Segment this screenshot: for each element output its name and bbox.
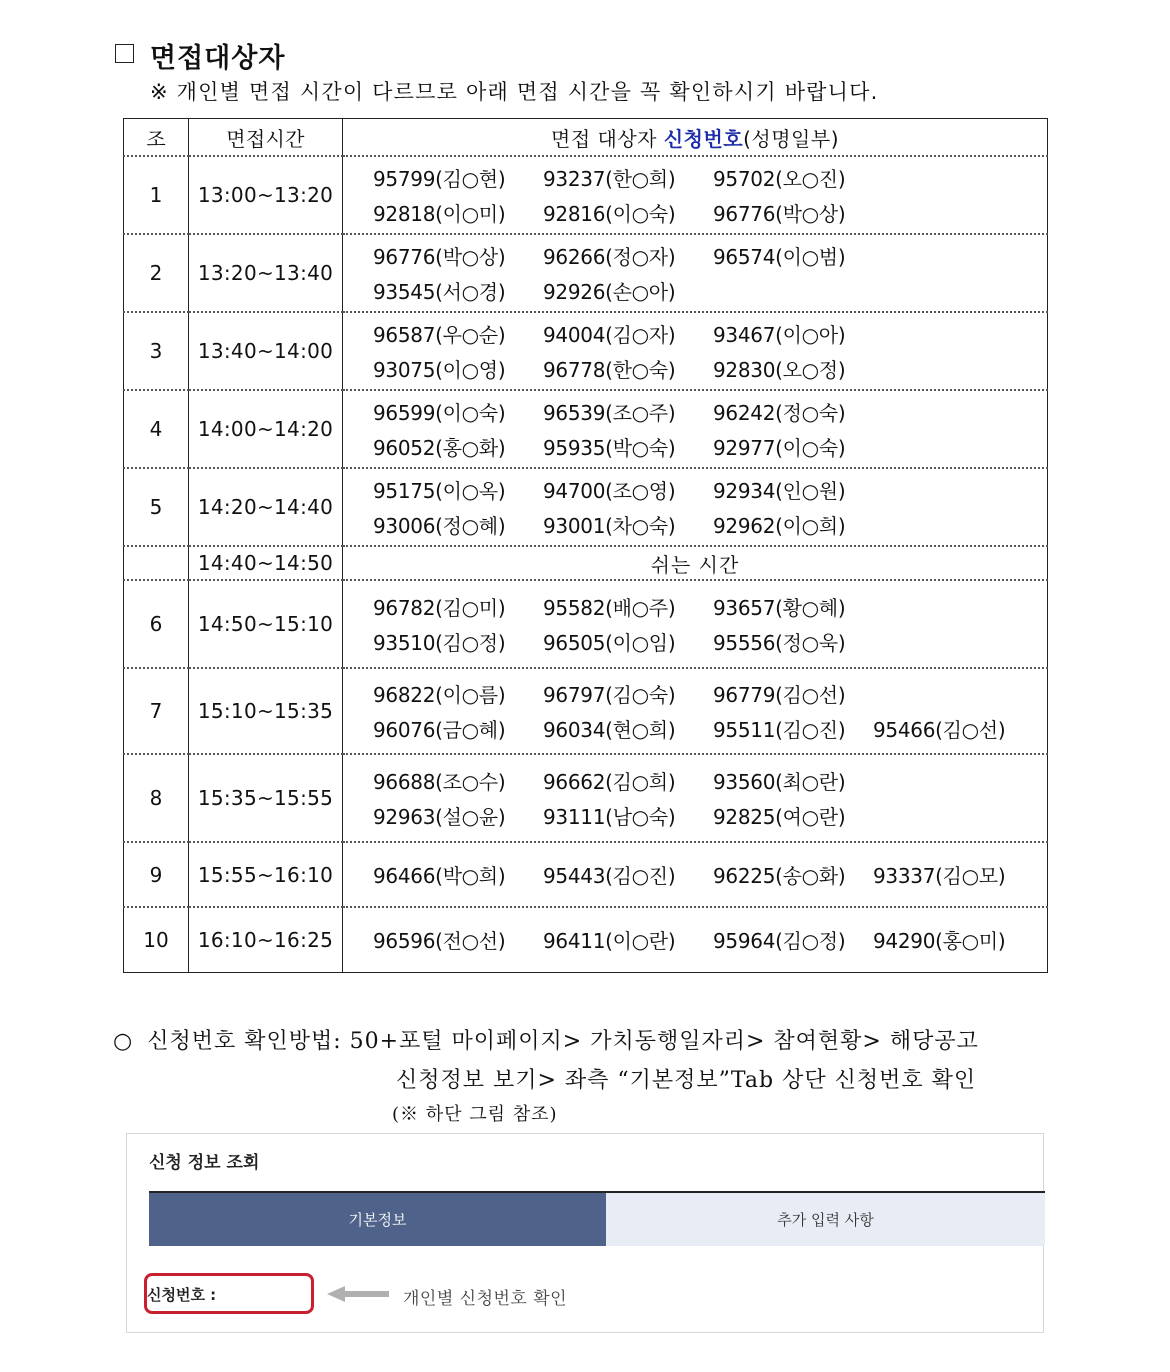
applicant-line bbox=[373, 624, 1047, 659]
table-row bbox=[124, 468, 1048, 546]
time-cell: 13:00~13:20 bbox=[189, 156, 343, 234]
applicants-cell bbox=[343, 842, 1048, 907]
applicant-entry: 95466(김○선) bbox=[873, 718, 1006, 742]
group-cell: 3 bbox=[124, 312, 189, 390]
table-row bbox=[124, 668, 1048, 754]
applicants-cell bbox=[343, 580, 1048, 668]
time-cell: 14:00~14:20 bbox=[189, 390, 343, 468]
applicant-entry: 96776(박○상) bbox=[373, 245, 506, 269]
applicant-line bbox=[373, 160, 1047, 195]
applicant-entry: 96778(한○숙) bbox=[543, 358, 676, 382]
applicant-entry: 96822(이○름) bbox=[373, 683, 506, 707]
applicant-entry: 96539(조○주) bbox=[543, 401, 676, 425]
section-title: 면접대상자 bbox=[150, 43, 286, 74]
method-line-1 bbox=[113, 1024, 979, 1055]
applicant-line bbox=[373, 429, 1047, 464]
applicant-entry: 93075(이○영) bbox=[373, 358, 506, 382]
group-cell: 5 bbox=[124, 468, 189, 546]
time-cell: 15:35~15:55 bbox=[189, 754, 343, 842]
header-names-highlight: 신청번호 bbox=[663, 126, 744, 151]
applicant-entry: 92934(인○원) bbox=[713, 479, 846, 503]
tab-basic-info[interactable]: 기본정보 bbox=[149, 1193, 606, 1246]
applicant-entry: 96574(이○범) bbox=[713, 245, 846, 269]
applicant-entry: 93001(차○숙) bbox=[543, 514, 676, 538]
applicant-entry: 96688(조○수) bbox=[373, 770, 506, 794]
applicant-line bbox=[373, 589, 1047, 624]
applicant-entry: 93545(서○경) bbox=[373, 280, 506, 304]
applicant-entry: 95175(이○옥) bbox=[373, 479, 506, 503]
time-cell: 16:10~16:25 bbox=[189, 907, 343, 972]
application-number-label: 신청번호 : bbox=[147, 1286, 217, 1304]
table-row bbox=[124, 546, 1048, 580]
table-row bbox=[124, 234, 1048, 312]
time-cell: 14:50~15:10 bbox=[189, 580, 343, 668]
header-time: 면접시간 bbox=[189, 119, 343, 157]
group-cell: 1 bbox=[124, 156, 189, 234]
applicant-line bbox=[373, 273, 1047, 308]
header-names-prefix: 면접 대상자 bbox=[551, 126, 664, 151]
applicant-line bbox=[373, 507, 1047, 542]
applicant-entry: 92830(오○정) bbox=[713, 358, 846, 382]
applicant-entry: 93467(이○아) bbox=[713, 323, 846, 347]
applicant-entry: 96225(송○화) bbox=[713, 864, 846, 888]
applicant-entry: 96587(우○순) bbox=[373, 323, 506, 347]
applicant-entry: 95556(정○욱) bbox=[713, 631, 846, 655]
bullet-circle-icon: ○ bbox=[113, 1029, 134, 1054]
applicant-line bbox=[373, 238, 1047, 273]
group-cell: 7 bbox=[124, 668, 189, 754]
header-group: 조 bbox=[124, 119, 189, 157]
applicant-entry: 93657(황○혜) bbox=[713, 596, 846, 620]
applicant-entry: 96599(이○숙) bbox=[373, 401, 506, 425]
applicant-entry: 96779(김○선) bbox=[713, 683, 846, 707]
applicant-entry: 92818(이○미) bbox=[373, 202, 506, 226]
applicant-entry: 96411(이○란) bbox=[543, 929, 676, 954]
applicant-line bbox=[373, 394, 1047, 429]
applicant-entry: 96776(박○상) bbox=[713, 202, 846, 226]
applicant-entry: 95511(김○진) bbox=[713, 718, 846, 742]
break-cell: 쉬는 시간 bbox=[343, 546, 1048, 580]
applicant-entry: 96266(정○자) bbox=[543, 245, 676, 269]
group-cell: 2 bbox=[124, 234, 189, 312]
table-row bbox=[124, 842, 1048, 907]
applicant-entry: 93237(한○희) bbox=[543, 167, 676, 191]
interview-schedule-table bbox=[123, 118, 1048, 973]
applicant-entry: 96505(이○임) bbox=[543, 631, 676, 655]
group-cell: 8 bbox=[124, 754, 189, 842]
applicants-cell bbox=[343, 668, 1048, 754]
tab-additional-input[interactable]: 추가 입력 사항 bbox=[606, 1193, 1045, 1246]
applicant-line bbox=[373, 316, 1047, 351]
applicant-entry: 96797(김○숙) bbox=[543, 683, 676, 707]
table-row bbox=[124, 312, 1048, 390]
applicants-cell bbox=[343, 234, 1048, 312]
applicant-entry: 96662(김○희) bbox=[543, 770, 676, 794]
applicant-line bbox=[373, 351, 1047, 386]
table-body bbox=[124, 156, 1048, 972]
applicant-line bbox=[373, 711, 1047, 746]
application-info-screenshot bbox=[126, 1133, 1044, 1333]
applicant-entry: 96034(현○희) bbox=[543, 718, 676, 742]
applicant-entry: 95443(김○진) bbox=[543, 864, 676, 888]
applicant-line bbox=[373, 922, 1047, 957]
applicant-entry: 96596(전○선) bbox=[373, 929, 506, 954]
applicants-cell bbox=[343, 390, 1048, 468]
header-names-suffix: (성명일부) bbox=[743, 126, 839, 151]
header-names bbox=[343, 119, 1048, 157]
applicant-line bbox=[373, 763, 1047, 798]
applicant-entry: 92977(이○숙) bbox=[713, 436, 846, 460]
group-cell: 6 bbox=[124, 580, 189, 668]
applicant-entry: 95799(김○현) bbox=[373, 167, 506, 191]
applicants-cell bbox=[343, 312, 1048, 390]
applicant-entry: 94290(홍○미) bbox=[873, 929, 1006, 954]
applicant-entry: 96466(박○희) bbox=[373, 864, 506, 888]
applicant-entry: 93111(남○숙) bbox=[543, 805, 676, 829]
applicant-entry: 95582(배○주) bbox=[543, 596, 676, 620]
time-cell: 15:55~16:10 bbox=[189, 842, 343, 907]
table-row bbox=[124, 754, 1048, 842]
time-cell: 13:40~14:00 bbox=[189, 312, 343, 390]
applicant-entry: 92963(설○윤) bbox=[373, 805, 506, 829]
applicant-entry: 92816(이○숙) bbox=[543, 202, 676, 226]
table-header-row bbox=[124, 119, 1048, 157]
group-cell: 10 bbox=[124, 907, 189, 972]
table-row bbox=[124, 907, 1048, 972]
applicant-entry: 95935(박○숙) bbox=[543, 436, 676, 460]
applicant-line bbox=[373, 857, 1047, 892]
applicant-entry: 96076(금○혜) bbox=[373, 718, 506, 742]
applicant-entry: 92926(손○아) bbox=[543, 280, 676, 304]
time-cell: 14:20~14:40 bbox=[189, 468, 343, 546]
applicant-entry: 96782(김○미) bbox=[373, 596, 506, 620]
method-line-3: (※ 하단 그림 참조) bbox=[392, 1104, 558, 1125]
left-arrow-icon bbox=[327, 1284, 391, 1304]
applicants-cell bbox=[343, 156, 1048, 234]
table-row bbox=[124, 156, 1048, 234]
applicant-entry: 95964(김○정) bbox=[713, 929, 846, 954]
method-line-2: 신청정보 보기> 좌측 “기본정보”Tab 상단 신청번호 확인 bbox=[396, 1068, 977, 1093]
applicant-entry: 92825(여○란) bbox=[713, 805, 846, 829]
panel-title: 신청 정보 조회 bbox=[149, 1153, 260, 1173]
checkbox-square-icon bbox=[115, 44, 134, 63]
table-row bbox=[124, 390, 1048, 468]
applicants-cell bbox=[343, 907, 1048, 972]
applicant-line bbox=[373, 195, 1047, 230]
time-cell: 15:10~15:35 bbox=[189, 668, 343, 754]
applicant-entry: 93337(김○모) bbox=[873, 864, 1006, 888]
applicants-cell bbox=[343, 468, 1048, 546]
applicant-line bbox=[373, 676, 1047, 711]
time-cell: 13:20~13:40 bbox=[189, 234, 343, 312]
tab-bar bbox=[149, 1191, 1045, 1246]
group-cell: 4 bbox=[124, 390, 189, 468]
applicants-cell bbox=[343, 754, 1048, 842]
applicant-entry: 96242(정○숙) bbox=[713, 401, 846, 425]
applicant-entry: 93510(김○정) bbox=[373, 631, 506, 655]
time-cell: 14:40~14:50 bbox=[189, 546, 343, 580]
applicant-line bbox=[373, 798, 1047, 833]
group-cell bbox=[124, 546, 189, 580]
applicant-entry: 96052(홍○화) bbox=[373, 436, 506, 460]
applicant-entry: 94700(조○영) bbox=[543, 479, 676, 503]
applicant-entry: 95702(오○진) bbox=[713, 167, 846, 191]
applicant-line bbox=[373, 472, 1047, 507]
notice-text: ※ 개인별 면접 시간이 다르므로 아래 면접 시간을 꼭 확인하시기 바랍니다. bbox=[150, 80, 879, 104]
applicant-entry: 93006(정○혜) bbox=[373, 514, 506, 538]
applicant-entry: 93560(최○란) bbox=[713, 770, 846, 794]
arrow-caption: 개인별 신청번호 확인 bbox=[403, 1289, 568, 1309]
method-text-1: 신청번호 확인방법: 50+포털 마이페이지> 가치동행일자리> 참여현황> 해당공고 bbox=[147, 1029, 979, 1054]
applicant-entry: 94004(김○자) bbox=[543, 323, 676, 347]
applicant-entry: 92962(이○희) bbox=[713, 514, 846, 538]
table-row bbox=[124, 580, 1048, 668]
group-cell: 9 bbox=[124, 842, 189, 907]
